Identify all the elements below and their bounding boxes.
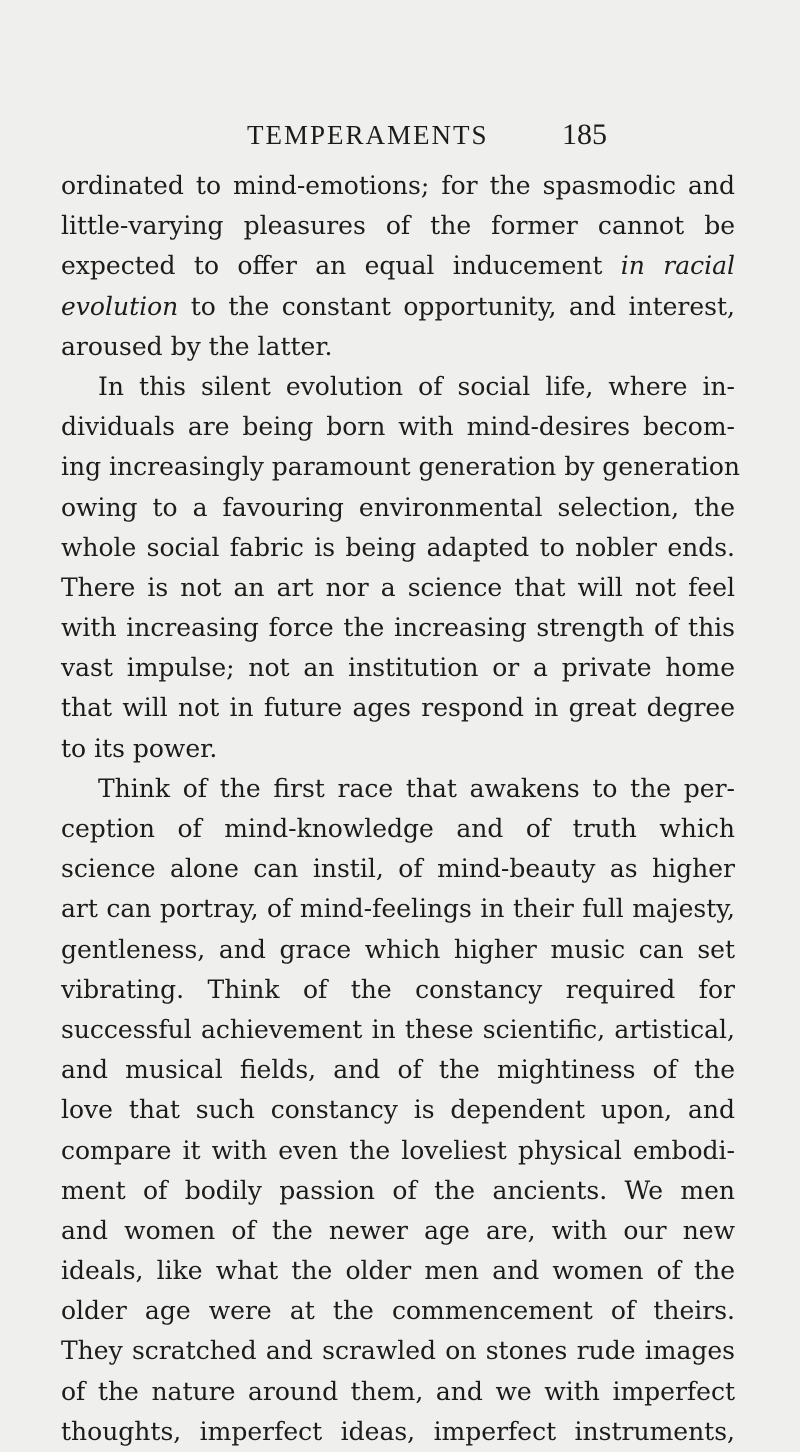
text-line: ing increasingly paramount generation by generation (61, 452, 741, 482)
page-number: 185 (562, 118, 607, 151)
text-line: expected to offer an equal inducement in racial (61, 251, 736, 281)
italic-phrase: in racial (620, 251, 736, 281)
text-line: vast impulse; not an institution or a private home (61, 653, 735, 683)
text-line: and musical fields, and of the mightiness of the (61, 1055, 735, 1085)
text-line: compare it with even the loveliest physical embodi- (61, 1135, 735, 1165)
text-line: of the nature around them, and we with imperfect (61, 1376, 735, 1406)
text-line: vibrating. Think of the constancy required for (61, 974, 735, 1004)
text-line: They scratched and scrawled on stones rude images (61, 1336, 735, 1366)
text-line: art can portray, of mind-feelings in their full majesty, (61, 894, 735, 924)
text-line: whole social fabric is being adapted to nobler ends. (61, 532, 735, 562)
italic-phrase: evolution (61, 291, 179, 321)
text-line: science alone can instil, of mind-beauty as higher (61, 854, 735, 884)
text-line: thoughts, imperfect ideas, imperfect instruments, (61, 1416, 735, 1446)
text-line: evolution to the constant opportunity, and interest, (61, 291, 735, 321)
text-line: that will not in future ages respond in great degree (61, 693, 735, 723)
paragraph-start-line: In this silent evolution of social life, where in- (98, 371, 735, 401)
text-line: ideals, like what the older men and women of the (61, 1256, 735, 1286)
text-line: ordinated to mind-emotions; for the spasmodic and (61, 171, 735, 200)
text-line: and women of the newer age are, with our new (61, 1215, 735, 1245)
text-line: older age were at the commencement of theirs. (61, 1296, 735, 1326)
paragraph-start-line: Think of the first race that awakens to the per- (98, 773, 735, 803)
body-text (61, 166, 741, 1452)
text-line: There is not an art nor a science that will not feel (61, 572, 735, 602)
text-line: dividuals are being born with mind-desires becom- (61, 412, 735, 442)
text-line: ment of bodily passion of the ancients. We men (61, 1175, 735, 1205)
text-line: to its power. (61, 733, 218, 763)
text-line: little-varying pleasures of the former cannot be (61, 211, 735, 241)
text-line: love that such constancy is dependent upon, and (61, 1095, 735, 1125)
running-head (0, 118, 800, 158)
text-line: successful achievement in these scientific, artistical, (61, 1014, 735, 1044)
text-line: aroused by the latter. (61, 331, 333, 361)
text-line: owing to a favouring environmental selection, the (61, 492, 735, 522)
running-head-title: TEMPERAMENTS (247, 120, 489, 150)
text-line: gentleness, and grace which higher music can set (61, 934, 735, 964)
text-line: ception of mind-knowledge and of truth which (61, 814, 735, 843)
text-line: with increasing force the increasing strength of this (61, 613, 735, 643)
